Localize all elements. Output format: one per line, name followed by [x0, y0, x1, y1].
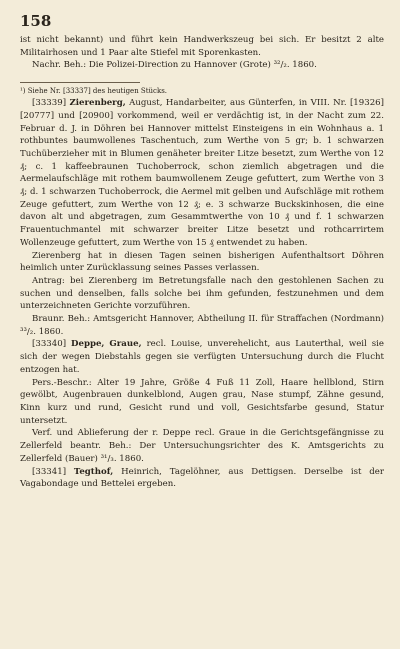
entry-text: August, Handarbeiter, aus Günterfen, in VIII. Nr. [19326] [20777] und [20900] vorkommend, weil er verdächtig ist, in der Nacht zum 22. Februar d. J. in Döhren bei Hannover mittelst Einsteigens in ein Wohnhaus a. 1 rothbuntes baumwollenes Taschentuch, zum Werthe von 5 gr; b. 1 schwarzen Tuchüberzieher mit in Blumen genäheter breiter Litze besetzt, zum Werthe von 12 ₰; c. 1 kaffeebraunen Tuchoberrock, schon ziemlich abgetragen und die Aermelaufschläge mit rothem baumwollenem Zeuge gefuttert, zum Werthe von 3 ₰; d. 1 schwarzen Tuchoberrock, die Aermel mit gelben und Aufschläge mit rothem Zeuge gefuttert, zum Werthe von 12 ₰; e. 3 schwarze Buckskinhosen, die eine davon alt und abgetragen, zum Gesammtwerthe von 10 ₰ und f. 1 schwarzen Frauentuchmantel mit schwarzer breiter Litze besetzt und rothcarrirtem Wollenzeuge gefuttert, zum Werthe von 15 ₰ entwendet zu haben. — [20, 98, 384, 248]
entry-paragraph: Antrag: bei Zierenberg im Betretungsfalle nach den gestohlenen Sachen zu suchen und denselben, falls solche bei ihm gefunden, festzunehmen und dem unterzeichneten Gerichte vorzuführen. — [20, 275, 384, 312]
entry-paragraph: Pers.-Beschr.: Alter 19 Jahre, Größe 4 Fuß 11 Zoll, Haare hellblond, Stirn gewölbt, Augenbrauen dunkelblond, Augen grau, Nase stumpf, Zähne gesund, Kinn kurz und rund, Gesicht rund und voll, Gesichtsfarbe gesund, Statur untersetzt. — [20, 377, 384, 426]
entry-text: recl. Louise, unverehelicht, aus Lauterthal, weil sie sich der wegen Diebstahls gegen sie verfügten Untersuchung durch die Flucht entzogen hat. — [20, 339, 385, 375]
source-note: Nachr. Beh.: Die Polizei-Direction zu Hannover (Grote) ³²/₂. 1860. — [32, 60, 317, 71]
entry-name: Deppe, — [71, 339, 105, 350]
entry-source: Braunr. Beh.: Amtsgericht Hannover, Abtheilung II. für Straffachen (Nordmann) ³³/₂. 1860. — [20, 314, 384, 337]
entry-33339 — [20, 97, 384, 249]
entry-33340 — [20, 338, 384, 376]
page-number: 158 — [20, 12, 52, 30]
footnote: ¹) Siehe Nr. [33337] des heutigen Stücks. — [20, 87, 168, 96]
entry-name-2: Graue, — [109, 339, 142, 350]
entry-number: [33341] — [32, 466, 67, 477]
entry-name: Tegthof, — [73, 466, 114, 477]
entry-33341 — [20, 466, 384, 491]
continuation-paragraph: ist nicht bekannt) und führt kein Handwerkszeug bei sich. Er besitzt 2 alte Militairhosen und 1 Paar alte Stiefel mit Sporenkasten. — [20, 35, 384, 58]
entry-paragraph: Zierenberg hat in diesen Tagen seinen bisherigen Aufenthaltsort Döhren heimlich unter Zurücklassung seines Passes verlassen. — [20, 250, 384, 274]
entry-paragraph: Verf. und Ablieferung der r. Deppe recl. Graue in die Gerichtsgefängnisse zu Zellerfeld beantr. Beh.: Der Untersuchungsrichter des K. Amtsgerichts zu Zellerfeld (Bauer) ³¹/₃. 1860. — [20, 428, 384, 464]
entry-number: [33340] — [32, 339, 67, 350]
footnote-rule — [20, 82, 140, 83]
entry-name: Zierenberg, — [69, 98, 126, 109]
document-page — [20, 12, 384, 491]
entry-text: Heinrich, Tagelöhner, aus Dettigsen. Derselbe ist der Vagabondage und Bettelei ergeben. — [20, 466, 384, 490]
entry-number: [33339] — [32, 98, 67, 109]
